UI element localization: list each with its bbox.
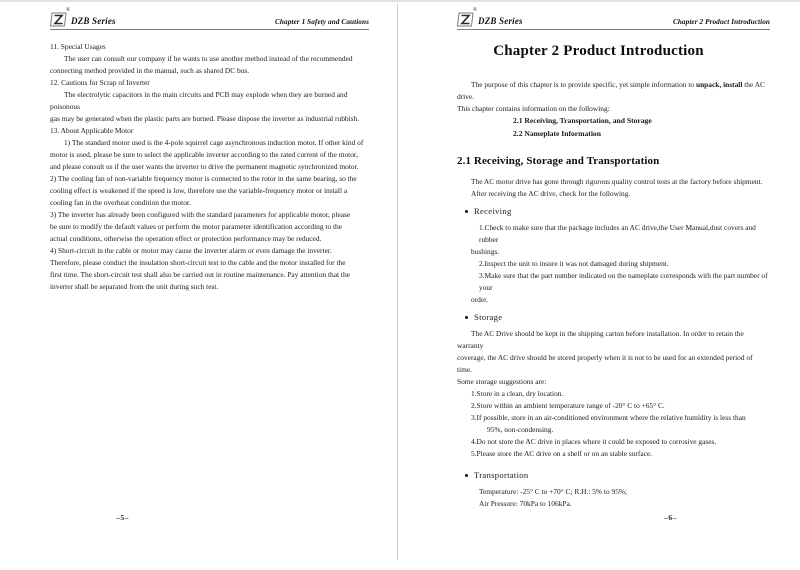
item-13-sub-4-line-4: inverter shall be separated from the unit during such test. <box>50 281 219 291</box>
registered-mark: ® <box>473 8 477 13</box>
transportation-air-pressure: Air Pressure: 70kPa to 106kPa. <box>479 499 572 509</box>
bullet-transportation-label: Transportation <box>474 470 529 481</box>
item-11-heading: 11. Special Usages <box>50 42 106 51</box>
chapter-intro-emphasis: unpack, install <box>695 80 743 89</box>
chapter-intro-text-a: The purpose of this chapter is to provide specific, yet simple information to <box>471 80 696 89</box>
item-13-sub-2-line-1: 2) The cooling fan of non-variable frequency motor is connected to the rotor in the same bearing, so the <box>50 173 357 183</box>
item-13-sub-2-line-2: cooling effect is weakened if the speed is low, therefore use the variable-frequency motor or install a <box>50 185 348 195</box>
right-page-number: –6– <box>664 513 677 522</box>
left-page-number: –5– <box>116 513 129 522</box>
brand-name: DZB Series <box>71 16 116 26</box>
item-13-sub-2-line-3: cooling fan in the overheat condition the motor. <box>50 197 191 207</box>
storage-item-3-line-2: 95%, non-condensing. <box>487 425 554 435</box>
item-13-heading: 13. About Applicable Motor <box>50 125 134 135</box>
chapter-intro-text-c: the AC drive. <box>457 80 765 101</box>
left-page-header <box>50 8 369 30</box>
storage-item-3-line-1: 3.If possible, store in an air-conditioned environment where the relative humidity is less than <box>471 413 746 423</box>
left-header-chapter: Chapter 1 Safety and Cautions <box>275 17 369 26</box>
section-2-1-line-1: The AC motor drive has gone through rigorous quality control tests at the factory before shipment. <box>471 177 763 187</box>
right-page-body <box>457 70 768 510</box>
item-13-sub-3-line-1: 3) The inverter has already been configured with the standard parameters for applicable motor, please <box>50 209 351 219</box>
bullet-storage-label: Storage <box>474 312 503 323</box>
section-2-1-line-2: After receiving the AC drive, check for the following. <box>471 189 631 199</box>
chapter-title: Chapter 2 Product Introduction <box>493 43 704 59</box>
brand-name: DZB Series <box>478 16 523 26</box>
item-13-sub-4-line-1: 4) Short-circuit in the cable or motor may cause the inverter alarm or even damage the inverter. <box>50 245 332 255</box>
item-12-heading: 12. Cautions for Scrap of Inverter <box>50 77 150 87</box>
bullet-receiving <box>457 205 768 217</box>
storage-item-4: 4.Do not store the AC drive in places where it could be exposed to corrosive gases. <box>471 437 717 447</box>
left-page-body <box>50 41 367 293</box>
right-header-chapter: Chapter 2 Product Introduction <box>672 17 770 26</box>
bullet-dot-icon <box>465 474 468 477</box>
receiving-item-3-line-2: order. <box>471 295 489 305</box>
bullet-storage <box>457 311 768 323</box>
storage-item-1: 1.Store in a clean, dry location. <box>471 389 564 399</box>
storage-paragraph-line-2: coverage, the AC drive should be stored properly when it is not to be used for an extended period of time. <box>457 353 753 375</box>
brand-logo <box>457 8 523 27</box>
receiving-item-1-line-1: 1.Check to make sure that the package includes an AC drive,the User Manual,dust covers and rubber <box>479 223 756 245</box>
section-2-1-heading: 2.1 Receiving, Storage and Transportation <box>457 155 660 168</box>
item-13-sub-4-line-2: Therefore, please conduct the insulation short-circuit test to the cable and the motor installed for the <box>50 257 346 267</box>
toc-entry-2-2: 2.2 Nameplate Information <box>513 128 601 138</box>
storage-item-2: 2.Store within an ambient temperature range of -20° C to +65° C. <box>471 401 665 411</box>
receiving-item-3-line-1: 3.Make sure that the part number indicated on the nameplate corresponds with the part number of your <box>479 271 768 293</box>
transportation-temperature: Temperature: -25° C to +70° C; R.H.: 5% to 95%; <box>479 487 628 497</box>
right-page-header <box>457 8 770 30</box>
bullet-dot-icon <box>465 210 468 213</box>
item-12-line-2: gas may be generated when the plastic parts are burned. Please dispose the inverter as industrial rubbish. <box>50 113 360 123</box>
item-13-sub-1-line-1: 1) The standard motor used is the 4-pole squirrel cage asynchronous induction motor. If other kind of <box>64 137 364 147</box>
chapter-intro-line-2: This chapter contains information on the following: <box>457 103 610 113</box>
receiving-item-2: 2.Inspect the unit to insure it was not damaged during shipment. <box>479 259 669 269</box>
brand-logo <box>50 8 116 27</box>
item-11-line-2: connecting method provided in the manual, such as shared DC bus. <box>50 65 250 75</box>
dzb-z-logo-icon <box>457 8 477 27</box>
receiving-item-1-line-2: bushings. <box>471 247 500 257</box>
item-13-sub-4-line-3: first time. The short-circuit test shall also be carried out in routine maintenance. Pay attention that the <box>50 269 350 279</box>
storage-item-5: 5.Please store the AC drive on a shelf or on an stable surface. <box>471 449 653 459</box>
bullet-transportation <box>457 469 768 481</box>
toc-entry-2-1: 2.1 Receiving, Transportation, and Storage <box>513 115 652 125</box>
item-13-sub-3-line-3: actual conditions, otherwise the operation effect or protection performance may be reduced. <box>50 233 322 243</box>
item-13-sub-1-line-2: motor is used, please be sure to select the applicable inverter according to the rated current of the motor, <box>50 149 358 159</box>
item-12-line-1: The electrolytic capacitors in the main circuits and PCB may explode when they are burned and poisonous <box>50 89 348 111</box>
dzb-z-logo-icon <box>50 8 70 27</box>
item-13-sub-3-line-2: be sure to modify the default values or perform the motor parameter identification according to the <box>50 221 343 231</box>
bullet-dot-icon <box>465 316 468 319</box>
right-page <box>397 0 800 570</box>
item-11-line-1: The user can consult our company if he wants to use another method instead of the recommended <box>64 53 353 63</box>
bullet-receiving-label: Receiving <box>474 206 512 217</box>
storage-paragraph-line-1: The AC Drive should be kept in the shipping carton before installation. In order to retain the warranty <box>457 329 744 351</box>
left-page <box>0 0 397 570</box>
item-13-sub-1-line-3: and please consult us if the user wants the inverter to drive the permanent magnetic synchronized motor. <box>50 161 359 171</box>
chapter-intro-line-1 <box>457 79 768 103</box>
registered-mark: ® <box>66 8 70 13</box>
storage-paragraph-line-3: Some storage suggestions are: <box>457 377 547 387</box>
